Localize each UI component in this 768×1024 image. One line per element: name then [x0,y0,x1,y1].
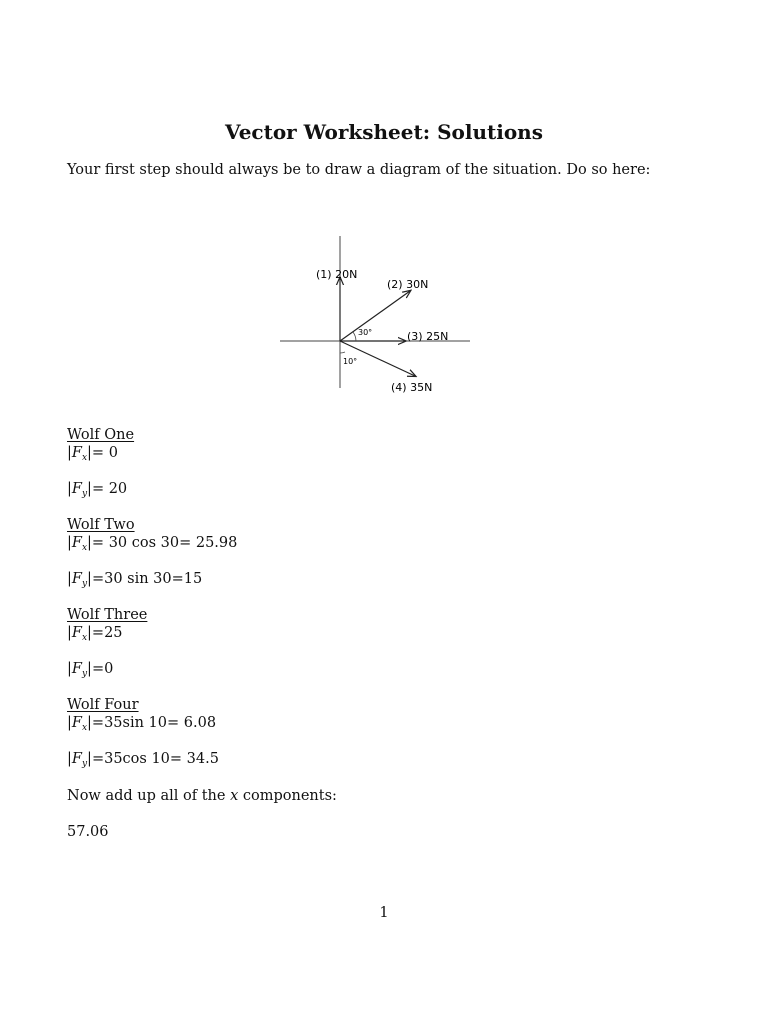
vector-1-label: (1) 20N [316,268,358,281]
wolf-one-fx: $|F_x|= 0$ [67,445,118,463]
vector-2-label: (2) 30N [387,278,429,291]
wolf-four-fx: $|F_x|=35\sin$ 10= 6.08 [67,715,217,733]
force-vector-diagram [270,228,480,403]
wolf-two-fy: $|F_y|=30$ sin 30=15 [67,571,203,589]
page-number: 1 [379,905,389,921]
wolf-one-heading: Wolf One [67,427,135,443]
wolf-two-heading: Wolf Two [67,517,135,533]
angle-arc-30 [353,332,356,341]
angle-arc-10 [340,352,345,353]
page-title: Vector Worksheet: Solutions [225,120,543,144]
vector-2-arrow [340,291,410,341]
wolf-three-fy: $|F_y|=0$ [67,661,114,679]
sum-result: 57.06 [67,824,109,840]
wolf-four-heading: Wolf Four [67,697,139,713]
angle-label-30: 30° [358,328,373,337]
intro-text: Your first step should always be to draw a diagram of the situation. Do so here: [67,162,651,178]
wolf-three-heading: Wolf Three [67,607,148,623]
angle-label-10: 10° [343,357,358,366]
wolf-one-fy: $|F_y|= 20$ [67,481,128,499]
sum-prompt: Now add up all of the x components: [67,788,337,804]
vector-3-label: (3) 25N [407,330,449,343]
wolf-two-fx: $|F_x|= 30$ cos 30= 25.98 [67,535,238,553]
wolf-three-fx: $|F_x|=25$ [67,625,123,643]
vector-4-label: (4) 35N [391,381,433,394]
wolf-four-fy: $|F_y|=35\cos$ 10= 34.5 [67,751,219,769]
